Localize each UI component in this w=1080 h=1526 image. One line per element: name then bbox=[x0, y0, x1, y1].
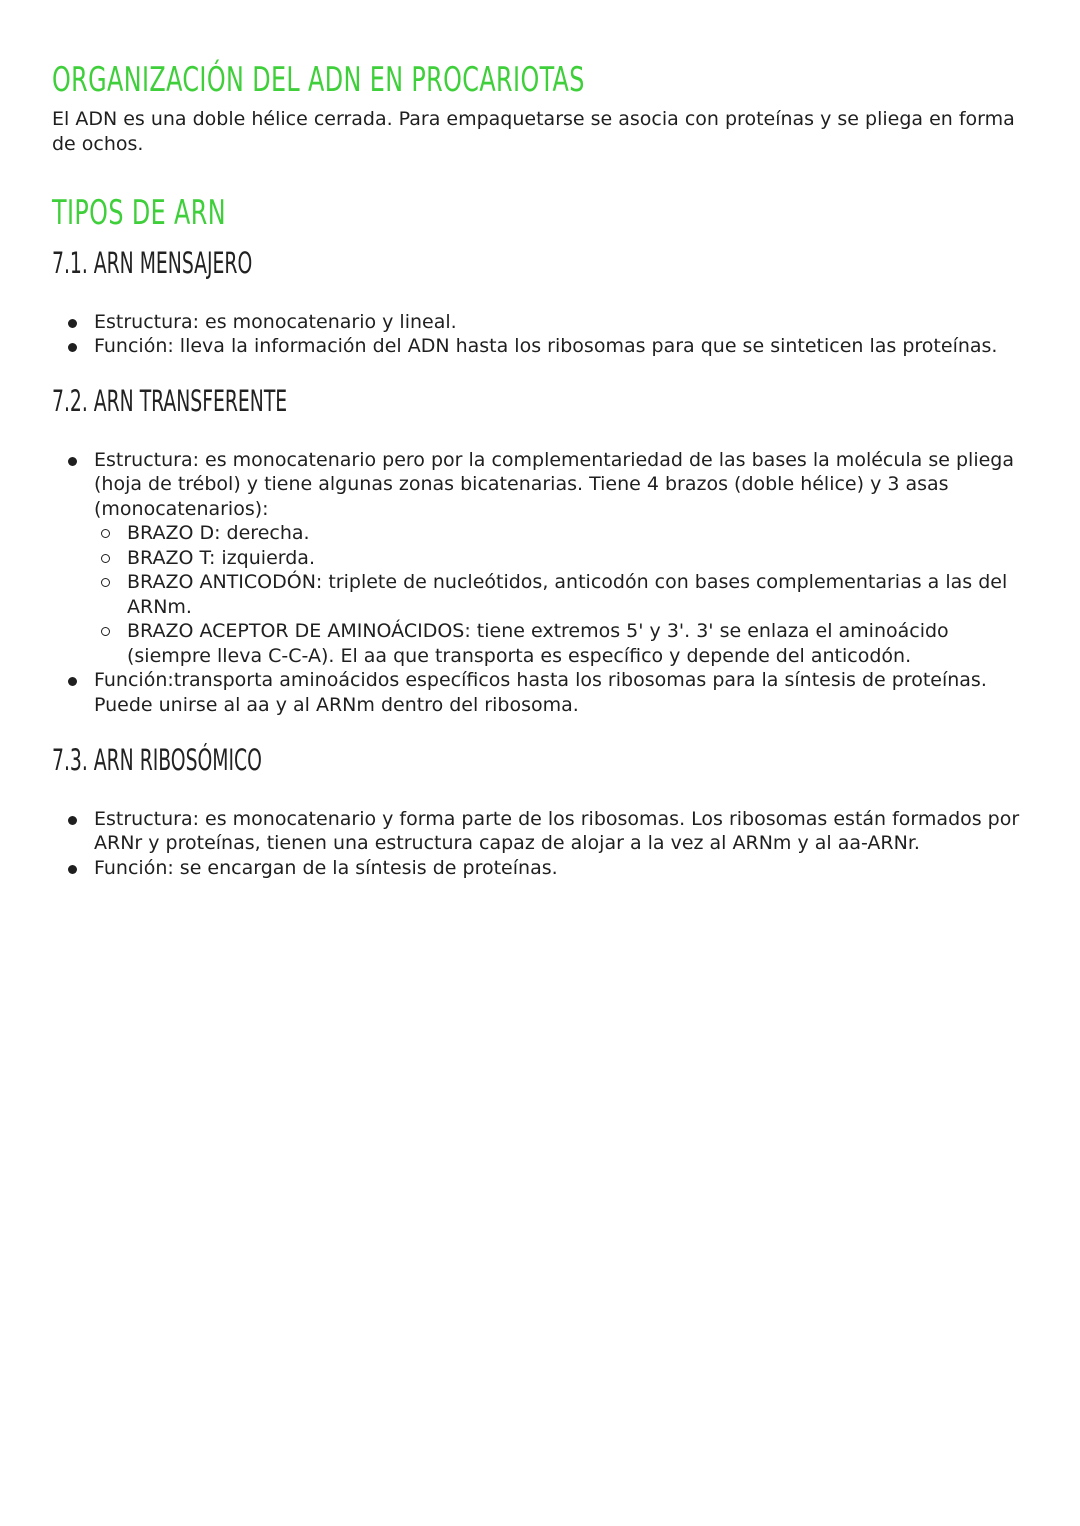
list-arn-transferente bbox=[52, 448, 1020, 718]
heading-organizacion-adn: ORGANIZACIÓN DEL ADN EN PROCARIOTAS bbox=[52, 60, 585, 100]
heading-arn-ribosomico: 7.3. ARN RIBOSÓMICO bbox=[52, 743, 262, 778]
sublist-item: BRAZO D: derecha. bbox=[127, 521, 1020, 546]
list-item bbox=[94, 448, 1020, 669]
sublist-item: BRAZO T: izquierda. bbox=[127, 546, 1020, 571]
list-item: Función: se encargan de la síntesis de proteínas. bbox=[94, 856, 1020, 881]
list-item: Función: lleva la información del ADN hasta los ribosomas para que se sinteticen las proteínas. bbox=[94, 334, 1020, 359]
estructura-text: Estructura: es monocatenario pero por la complementariedad de las bases la molécula se pliega (hoja de trébol) y tiene algunas zonas bicatenarias. Tiene 4 brazos (doble hélice) y 3 asas (monocatenarios): bbox=[94, 448, 1014, 520]
heading-arn-mensajero: 7.1. ARN MENSAJERO bbox=[52, 245, 253, 280]
sublist-item: BRAZO ANTICODÓN: triplete de nucleótidos, anticodón con bases complementarias a las del ARNm. bbox=[127, 570, 1020, 619]
heading-arn-transferente: 7.2. ARN TRANSFERENTE bbox=[52, 383, 288, 418]
paragraph-organizacion-adn: El ADN es una doble hélice cerrada. Para empaquetarse se asocia con proteínas y se pliega en forma de ochos. bbox=[52, 108, 1015, 156]
sublist-item: BRAZO ACEPTOR DE AMINOÁCIDOS: tiene extremos 5' y 3'. 3' se enlaza el aminoácido (siempre lleva C-C-A). El aa que transporta es específico y depende del anticodón. bbox=[127, 619, 1020, 668]
list-item: Función:transporta aminoácidos específicos hasta los ribosomas para la síntesis de proteínas. Puede unirse al aa y al ARNm dentro del ribosoma. bbox=[94, 668, 1020, 717]
heading-tipos-arn: TIPOS DE ARN bbox=[52, 193, 226, 234]
list-arn-ribosomico bbox=[52, 807, 1020, 881]
sublist-brazos bbox=[94, 521, 1020, 668]
list-item: Estructura: es monocatenario y forma parte de los ribosomas. Los ribosomas están formados por ARNr y proteínas, tienen una estructura capaz de alojar a la vez al ARNm y al aa-ARNr. bbox=[94, 807, 1020, 855]
list-item: Estructura: es monocatenario y lineal. bbox=[94, 310, 1020, 335]
list-arn-mensajero bbox=[52, 310, 1020, 359]
